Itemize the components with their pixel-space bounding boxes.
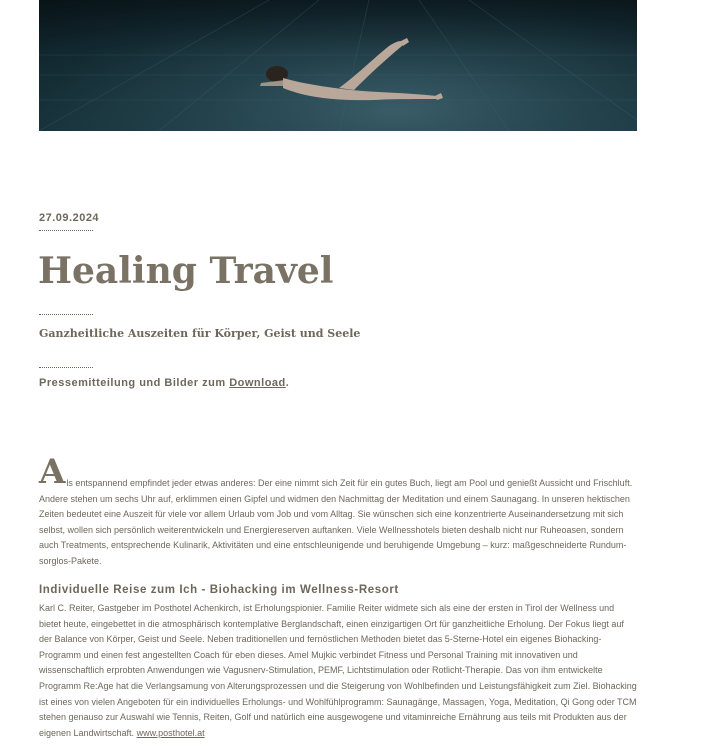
section-paragraph [39, 601, 637, 741]
dotted-divider [39, 230, 93, 231]
swimmer-illustration [39, 0, 637, 131]
article-subtitle: Ganzheitliche Auszeiten für Körper, Geist und Seele [39, 327, 361, 340]
intro-text: ls entspannend empfindet jeder etwas anderes: Der eine nimmt sich Zeit für ein gutes Buch, liegt am Pool und genießt Aussicht und Frischluft. Andere stehen um sechs Uhr auf, erklimmen einen Gipfel und widmen den Nachmittag der Meditation und einem Saunagang. In unseren hektischen Zeiten bedeutet eine Auszeit für viele vor allem Urlaub vom Job und vom Alltag. Sie wünschen sich eine konzentrierte Auseinandersetzung mit sich selbst, wollen sich persönlich weiterentwickeln und Energiereserven auftanken. Viele Wellnesshotels bieten deshalb nicht nur Ruheoasen, sondern auch Treatments, entsprechende Kulinarik, Aktivitäten und eine entschleunigende und beruhigende Umgebung – kurz: maßgeschneiderte Rundum-sorglos-Pakete. [39, 478, 633, 566]
dotted-divider [39, 314, 93, 315]
drop-cap: A [39, 452, 66, 492]
article-date: 27.09.2024 [39, 212, 100, 224]
posthotel-link[interactable]: www.posthotel.at [136, 727, 205, 738]
page-title: Healing Travel [38, 250, 334, 292]
hero-image [39, 0, 637, 131]
press-release-text: Pressemitteilung und Bilder zum [39, 377, 230, 389]
section-heading: Individuelle Reise zum Ich - Biohacking im Wellness-Resort [39, 584, 399, 596]
download-link[interactable]: Download [229, 377, 286, 389]
intro-paragraph [39, 452, 637, 570]
press-release-end: . [285, 377, 290, 389]
section-text: Karl C. Reiter, Gastgeber im Posthotel Achenkirch, ist Erholungspionier. Familie Reiter widmete sich als eine der ersten in Tirol der Wellness und bietet heute, eingebettet in die atmosphärisch kontemplative Berglandschaft, einen einzigartigen Ort für ganzheitliche Erholung. Der Fokus liegt auf der Balance von Körper, Geist und Seele. Neben traditionellen und fernöstlichen Methoden bietet das 5-Sterne-Hotel ein eigenes Biohacking-Programm und einen fest angestellten Coach für eben dieses. Amel Mujkic verbindet Fitness und Personal Training mit innovativen und wissenschaftlich erprobten Anwendungen wie Vagusnerv-Stimulation, PEMF, Lichtstimulation oder Rotlicht-Therapie. Das von ihm entwickelte Programm Re:Age hat die Verlangsamung von Alterungsprozessen und die Steigerung von Wohlbefinden und Leistungsfähigkeit zum Ziel. Biohacking ist eines von vielen Angeboten für ein individuelles Erholungs- und Wohlfühlprogramm: Saunagänge, Massagen, Yoga, Meditation, Qi Gong oder TCM stehen genauso zur Auswahl wie Tennis, Reiten, Golf und natürlich eine ausgewogene und vitaminreiche Ernährung aus teils mit Produkten aus der eigenen Landwirtschaft. [39, 603, 637, 738]
dotted-divider [39, 367, 93, 368]
press-release-line [39, 377, 289, 389]
